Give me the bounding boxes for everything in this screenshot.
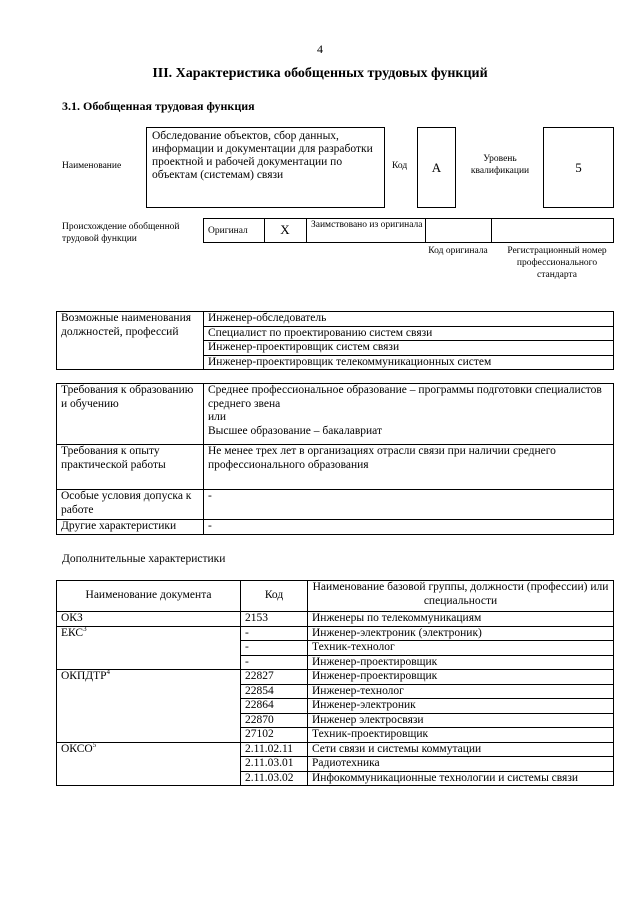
borrowed-label: Заимствовано из оригинала — [311, 220, 423, 230]
req-value: Среднее профессиональное образование – программы подготовки специалистов среднего звена или Высшее образование – бакалавриат — [204, 384, 614, 445]
req-value: - — [204, 520, 614, 535]
code-cell: - — [241, 626, 308, 641]
name-cell: Инженер электросвязи — [308, 713, 614, 728]
doc-eks — [57, 626, 241, 670]
footnote-ref: 5 — [92, 740, 97, 749]
doc-okso-label: ОКСО — [61, 742, 93, 755]
doc-okpdtr-label: ОКПДТР — [61, 670, 107, 682]
position-item: Инженер-проектировщик телекоммуникационных систем — [204, 355, 614, 370]
req-label: Требования к образованию и обучению — [57, 384, 204, 445]
code-label: Код — [392, 161, 408, 171]
name-value: Обследование объектов, сбор данных, информации и документации для разработки проектной и рабочей документации по объектам (системам) связи — [146, 127, 385, 208]
positions-table — [56, 311, 614, 370]
code-cell: 22870 — [241, 713, 308, 728]
code-cell: 27102 — [241, 728, 308, 743]
section-title: III. Характеристика обобщенных трудовых функций — [152, 66, 488, 81]
name-cell: Техник-проектировщик — [308, 728, 614, 743]
doc-okz: ОКЗ — [57, 612, 241, 627]
footnote-ref: 3 — [83, 624, 87, 633]
doc-eks-label: ЕКС — [61, 626, 84, 639]
name-cell: Техник-технолог — [308, 641, 614, 656]
code-cell: 2153 — [241, 612, 308, 627]
code-cell: 22864 — [241, 699, 308, 714]
code-orig-label: Код оригинала — [428, 246, 488, 256]
name-cell: Инженер-электроник — [308, 699, 614, 714]
req-label: Другие характеристики — [57, 520, 204, 535]
col-doc-header: Наименование документа — [57, 581, 241, 612]
name-cell: Радиотехника — [308, 757, 614, 772]
name-cell: Инженер-электроник (электроник) — [308, 626, 614, 641]
doc-okso — [57, 742, 241, 786]
name-cell: Инженер-проектировщик — [308, 655, 614, 670]
req-value: - — [204, 490, 614, 520]
code-cell: - — [241, 655, 308, 670]
name-label: Наименование — [62, 161, 122, 171]
code-cell: 2.11.03.02 — [241, 771, 308, 786]
col-code-header: Код — [241, 581, 308, 612]
level-value: 5 — [543, 127, 614, 208]
code-cell: 22827 — [241, 670, 308, 685]
original-mark: X — [280, 222, 290, 237]
code-value: A — [417, 127, 456, 208]
name-cell: Инженер-проектировщик — [308, 670, 614, 685]
position-item: Специалист по проектированию систем связи — [204, 326, 614, 341]
code-cell: - — [241, 641, 308, 656]
requirements-table — [56, 383, 614, 535]
origin-label: Происхождение обобщенной трудовой функции — [62, 222, 180, 244]
name-cell: Сети связи и системы коммутации — [308, 742, 614, 757]
subsection-title: 3.1. Обобщенная трудовая функция — [62, 99, 255, 113]
code-cell: 2.11.02.11 — [241, 742, 308, 757]
req-value: Не менее трех лет в организациях отрасли связи при наличии среднего профессионального образования — [204, 445, 614, 490]
req-label: Требования к опыту практической работы — [57, 445, 204, 490]
col-name-header: Наименование базовой группы, должности (профессии) или специальности — [308, 581, 614, 612]
req-label: Особые условия допуска к работе — [57, 490, 204, 520]
position-item: Инженер-проектировщик систем связи — [204, 341, 614, 356]
code-cell: 2.11.03.01 — [241, 757, 308, 772]
name-cell: Инженер-технолог — [308, 684, 614, 699]
name-cell: Инженеры по телекоммуникациям — [308, 612, 614, 627]
page-number: 4 — [317, 42, 323, 56]
position-item: Инженер-обследователь — [204, 312, 614, 327]
name-cell: Инфокоммуникационные технологии и системы связи — [308, 771, 614, 786]
origin-box — [203, 218, 614, 243]
positions-label: Возможные наименования должностей, профессий — [57, 312, 204, 370]
doc-okpdtr — [57, 670, 241, 743]
original-label: Оригинал — [208, 226, 248, 236]
reg-number-label: Регистрационный номер профессионального стандарта — [507, 246, 607, 280]
additional-title: Дополнительные характеристики — [62, 553, 226, 565]
level-label: Уровень квалификации — [470, 154, 530, 176]
additional-table — [56, 580, 614, 786]
footnote-ref: 4 — [106, 668, 111, 677]
code-cell: 22854 — [241, 684, 308, 699]
